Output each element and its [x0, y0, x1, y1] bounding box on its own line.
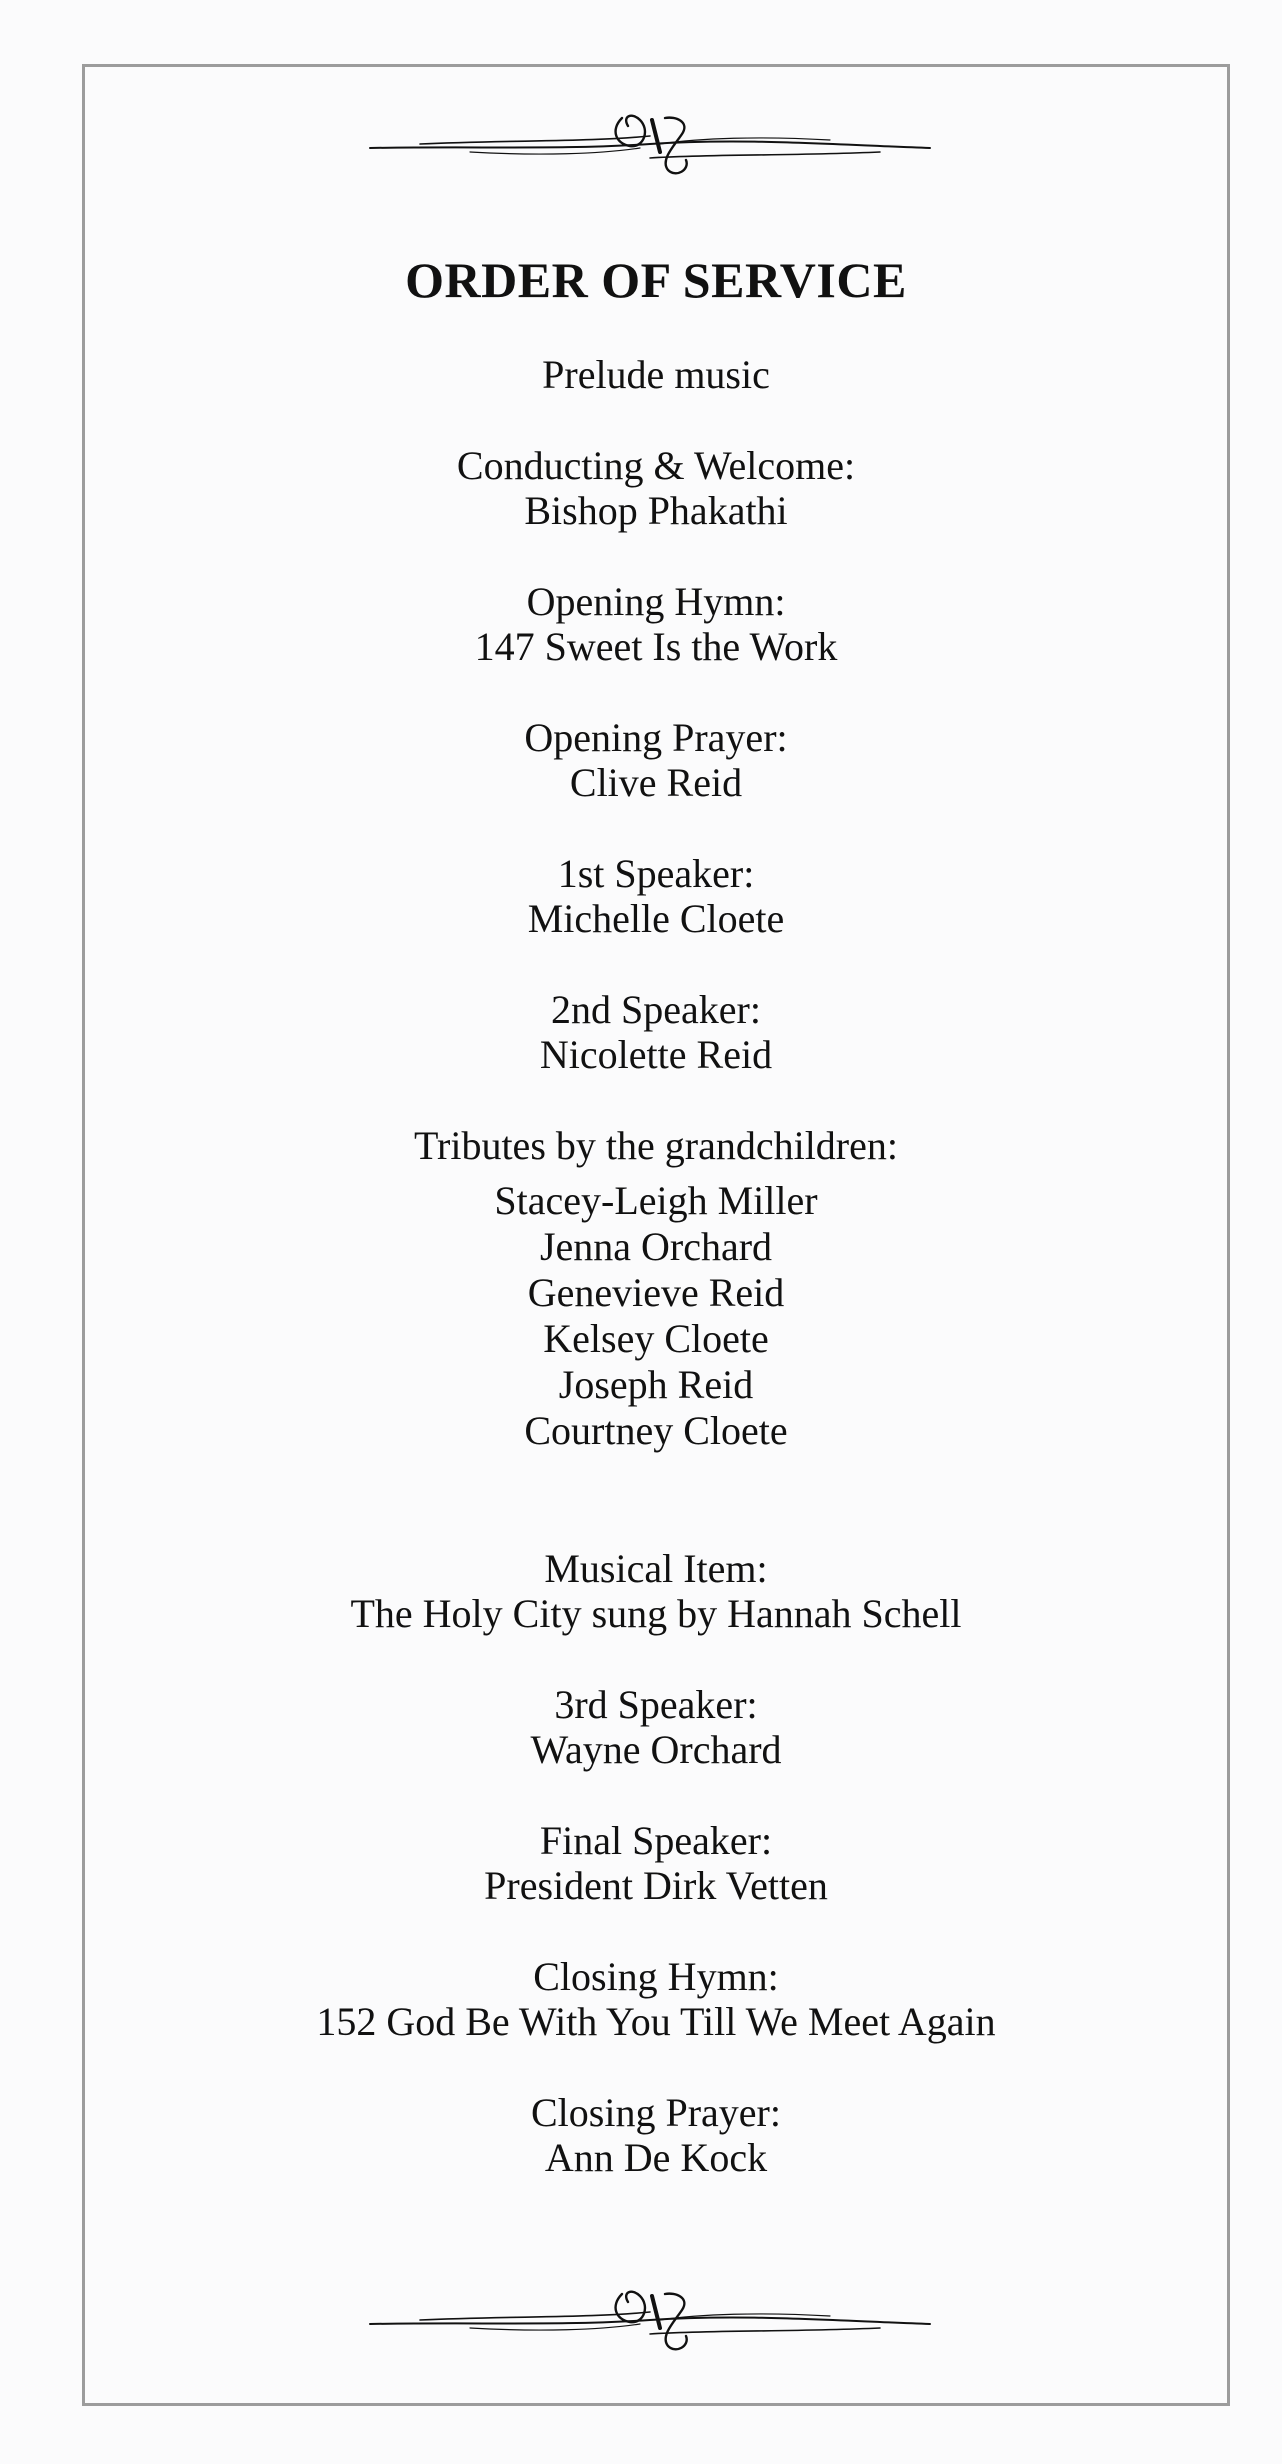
tribute-name: Courtney Cloete — [524, 1408, 788, 1453]
final-speaker-item — [82, 1818, 1230, 1908]
speaker-3-name: Wayne Orchard — [530, 1727, 782, 1772]
musical-item-label: Musical Item: — [544, 1546, 768, 1591]
speaker-2-item — [82, 987, 1230, 1077]
opening-prayer-label: Opening Prayer: — [524, 715, 788, 760]
closing-prayer-label: Closing Prayer: — [531, 2090, 781, 2135]
order-of-service — [82, 230, 1230, 2180]
speaker-3-item — [82, 1682, 1230, 1772]
final-speaker-label: Final Speaker: — [539, 1818, 773, 1863]
prelude-label: Prelude music — [542, 352, 770, 397]
conducting-item — [82, 443, 1230, 533]
musical-item-name: The Holy City sung by Hannah Schell — [350, 1591, 962, 1636]
tributes-label: Tributes by the grandchildren: — [413, 1123, 898, 1168]
closing-prayer-name: Ann De Kock — [544, 2135, 768, 2180]
prelude-item — [82, 352, 1230, 397]
opening-hymn-item — [82, 579, 1230, 669]
musical-item — [82, 1546, 1230, 1636]
tribute-name: Genevieve Reid — [527, 1270, 785, 1315]
flourish-ornament-top — [360, 100, 940, 190]
conducting-label: Conducting & Welcome: — [456, 443, 856, 488]
tributes-names-list — [82, 1178, 1230, 1454]
closing-hymn-item — [82, 1954, 1230, 2044]
tributes-item — [82, 1123, 1230, 1454]
tribute-name: Stacey-Leigh Miller — [494, 1178, 818, 1223]
tribute-name: Kelsey Cloete — [543, 1316, 769, 1361]
opening-prayer-name: Clive Reid — [569, 760, 743, 805]
conducting-name: Bishop Phakathi — [524, 488, 788, 533]
final-speaker-name: President Dirk Vetten — [484, 1863, 828, 1908]
speaker-1-name: Michelle Cloete — [527, 896, 785, 941]
opening-prayer-item — [82, 715, 1230, 805]
closing-hymn-label: Closing Hymn: — [533, 1954, 779, 1999]
page-title: ORDER OF SERVICE — [405, 252, 907, 308]
closing-hymn-name: 152 God Be With You Till We Meet Again — [316, 1999, 996, 2044]
tribute-name: Joseph Reid — [558, 1362, 754, 1407]
speaker-3-label: 3rd Speaker: — [554, 1682, 758, 1727]
speaker-1-label: 1st Speaker: — [557, 851, 755, 896]
opening-hymn-name: 147 Sweet Is the Work — [474, 624, 838, 669]
speaker-2-label: 2nd Speaker: — [551, 987, 761, 1032]
opening-hymn-label: Opening Hymn: — [526, 579, 786, 624]
tribute-name: Jenna Orchard — [539, 1224, 773, 1269]
speaker-1-item — [82, 851, 1230, 941]
closing-prayer-item — [82, 2090, 1230, 2180]
speaker-2-name: Nicolette Reid — [539, 1032, 773, 1077]
flourish-ornament-bottom — [360, 2276, 940, 2366]
